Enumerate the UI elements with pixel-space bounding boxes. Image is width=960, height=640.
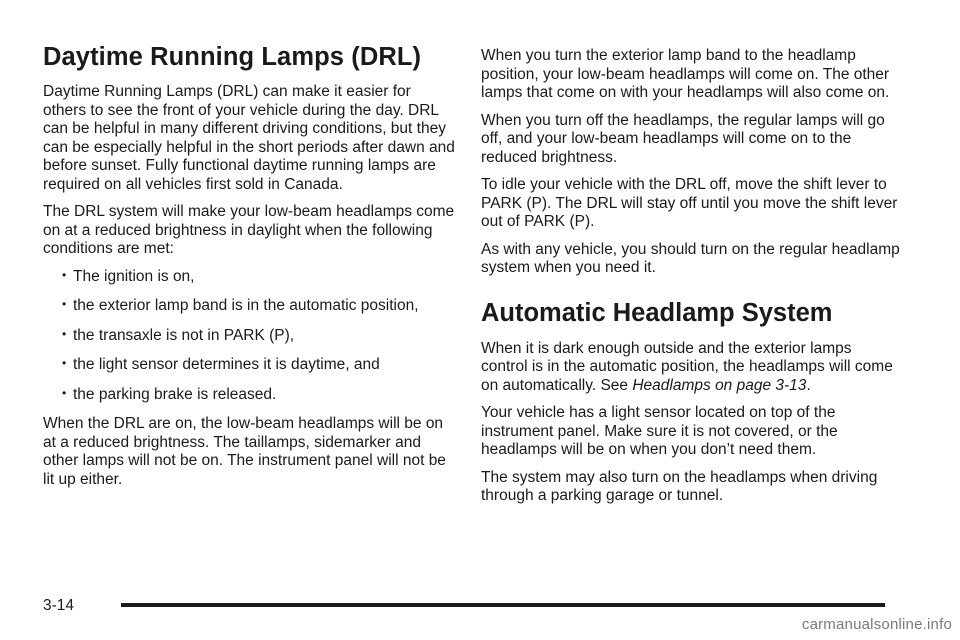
headlamp-band-paragraph: When you turn the exterior lamp band to the headlamp position, your low-beam headlamps will come on. The other lamps that come on with your headlamps will also come on. <box>481 47 890 101</box>
headlamp-off-paragraph: When you turn off the headlamps, the regular lamps will go off, and your low-beam headlamps will come on to the reduced brightness. <box>481 111 885 166</box>
list-item: • the transaxle is not in PARK (P), <box>43 327 458 346</box>
watermark: carmanualsonline.info <box>801 616 952 633</box>
drl-heading: Daytime Running Lamps (DRL) <box>43 43 422 71</box>
list-item: • the exterior lamp band is in the automatic position, <box>43 297 458 316</box>
regular-headlamp-paragraph: As with any vehicle, you should turn on the regular headlamp system when you need it. <box>481 240 900 276</box>
idle-paragraph: To idle your vehicle with the DRL off, move the shift lever to PARK (P). The DRL will stay off until you move the shift lever out of PARK (P). <box>481 176 898 230</box>
page-number: 3-14 <box>43 597 75 614</box>
auto-headlamp-paragraph <box>481 340 901 396</box>
footer-rule <box>121 603 885 607</box>
garage-paragraph: The system may also turn on the headlamps when driving through a parking garage or tunnel. <box>481 468 878 504</box>
list-item: • The ignition is on, <box>43 268 458 287</box>
drl-conditions-paragraph: The DRL system will make your low-beam headlamps come on at a reduced brightness in daylight when the following conditions are met: <box>43 203 455 257</box>
headlamps-page-reference[interactable]: Headlamps on page 3-13 <box>632 376 807 394</box>
drl-conditions-list <box>43 268 458 405</box>
list-item: • the light sensor determines it is daytime, and <box>43 356 458 375</box>
right-column <box>481 47 901 515</box>
drl-intro-paragraph: Daytime Running Lamps (DRL) can make it easier for others to see the front of your vehicle during the day. DRL can be helpful in many different driving conditions, but they can be especially helpful in the short periods after dawn and before sunset. Fully functional daytime running lamps are required on all vehicles first sold in Canada. <box>43 83 455 193</box>
left-column <box>43 42 458 498</box>
auto-headlamp-text-end: . <box>806 376 811 394</box>
auto-headlamp-heading: Automatic Headlamp System <box>481 298 833 327</box>
light-sensor-paragraph: Your vehicle has a light sensor located on top of the instrument panel. Make sure it is not covered, or the headlamps will be on when you don’t need them. <box>481 404 838 458</box>
drl-on-paragraph: When the DRL are on, the low-beam headlamps will be on at a reduced brightness. The taillamps, sidemarker and other lamps will not be on. The instrument panel will not be lit up either. <box>43 415 446 488</box>
list-item: • the parking brake is released. <box>43 386 458 405</box>
auto-headlamp-text: When it is dark enough outside and the exterior lamps control is in the automatic position, the headlamps will come on automatically. See <box>481 339 893 394</box>
